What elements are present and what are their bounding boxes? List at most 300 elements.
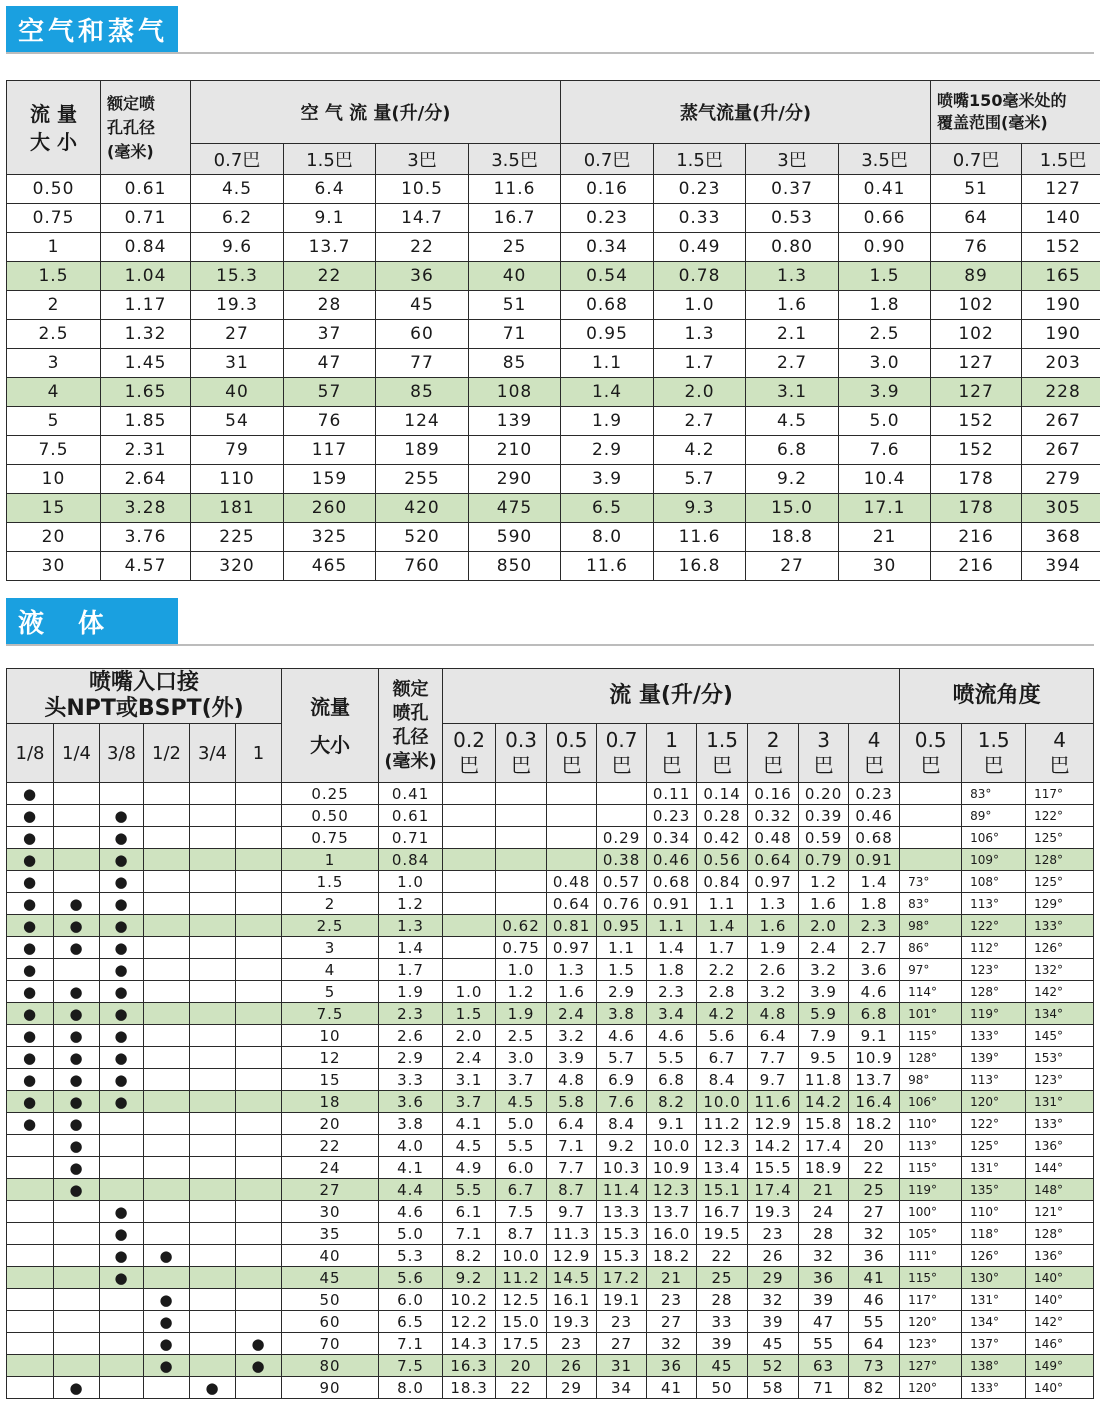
angle-cell: 122° <box>962 1113 1026 1135</box>
flow-cell: 1.8 <box>849 893 900 915</box>
flow-cell: 0.62 <box>496 915 547 937</box>
angle-cell: 125° <box>1026 827 1094 849</box>
table-cell: 3.28 <box>101 494 191 523</box>
table-cell: 20 <box>7 523 101 552</box>
flow-cell: 3.2 <box>799 959 849 981</box>
orifice-cell: 2.6 <box>379 1025 443 1047</box>
angle-cell: 115° <box>900 1267 962 1289</box>
orifice-cell: 3.3 <box>379 1069 443 1091</box>
table-cell: 190 <box>1022 291 1100 320</box>
flow-pressure-header: 0.3 巴 <box>496 724 547 783</box>
angle-cell: 128° <box>1026 1223 1094 1245</box>
connection-dot: ● <box>144 1245 190 1267</box>
flow-cell: 11.2 <box>697 1113 748 1135</box>
table-cell: 79 <box>191 436 284 465</box>
table-cell: 0.41 <box>839 175 931 204</box>
angle-cell: 110° <box>962 1201 1026 1223</box>
angle-cell: 131° <box>1026 1091 1094 1113</box>
connection-cell <box>190 1245 236 1267</box>
inlet-size-header: 1/4 <box>54 724 100 783</box>
flow-cell <box>443 871 496 893</box>
table-cell: 1.7 <box>654 349 746 378</box>
section-title-air-steam: 空气和蒸气 <box>6 6 178 52</box>
angle-cell: 106° <box>962 827 1026 849</box>
orifice-cell: 2.3 <box>379 1003 443 1025</box>
table-cell: 0.33 <box>654 204 746 233</box>
table-cell: 0.95 <box>561 320 654 349</box>
flow-cell: 0.97 <box>547 937 597 959</box>
table-cell: 127 <box>1022 175 1100 204</box>
flow-cell: 3.2 <box>748 981 799 1003</box>
flow-cell: 5.8 <box>547 1091 597 1113</box>
table-cell: 0.23 <box>561 204 654 233</box>
table-cell: 152 <box>931 436 1022 465</box>
table-cell: 159 <box>284 465 376 494</box>
angle-cell: 128° <box>962 981 1026 1003</box>
air-steam-table <box>6 80 1100 581</box>
connection-cell <box>190 1179 236 1201</box>
flow-size-cell: 5 <box>282 981 379 1003</box>
table-row <box>7 981 1094 1003</box>
table-row <box>7 1201 1094 1223</box>
flow-cell: 18.9 <box>799 1157 849 1179</box>
table-cell: 0.66 <box>839 204 931 233</box>
table-cell: 0.78 <box>654 262 746 291</box>
flow-cell: 41 <box>647 1377 697 1399</box>
inlet-size-header: 1 <box>236 724 282 783</box>
connection-cell <box>144 849 190 871</box>
flow-cell: 32 <box>647 1333 697 1355</box>
connection-cell <box>54 805 100 827</box>
connection-cell <box>7 1333 54 1355</box>
connection-dot: ● <box>54 1003 100 1025</box>
flow-cell: 3.1 <box>443 1069 496 1091</box>
table-cell: 1.0 <box>654 291 746 320</box>
connection-cell <box>100 1179 144 1201</box>
table-cell: 1.3 <box>746 262 839 291</box>
table-cell: 2.7 <box>746 349 839 378</box>
flow-cell: 0.68 <box>849 827 900 849</box>
connection-cell <box>100 1333 144 1355</box>
angle-cell: 144° <box>1026 1157 1094 1179</box>
table-cell: 30 <box>839 552 931 581</box>
flow-size-cell: 3 <box>282 937 379 959</box>
steam-pressure-header: 3.5巴 <box>839 144 931 175</box>
air-pressure-header: 1.5巴 <box>284 144 376 175</box>
flow-cell: 1.1 <box>697 893 748 915</box>
angle-cell: 118° <box>962 1223 1026 1245</box>
flow-cell: 0.64 <box>547 893 597 915</box>
flow-cell: 12.3 <box>697 1135 748 1157</box>
connection-dot: ● <box>7 1025 54 1047</box>
connection-cell <box>190 1047 236 1069</box>
connection-cell <box>190 1025 236 1047</box>
flow-cell: 17.4 <box>799 1135 849 1157</box>
connection-dot: ● <box>54 1377 100 1399</box>
angle-cell: 140° <box>1026 1289 1094 1311</box>
flow-cell: 18.2 <box>849 1113 900 1135</box>
table-cell: 0.49 <box>654 233 746 262</box>
flow-cell: 14.5 <box>547 1267 597 1289</box>
table-cell: 0.68 <box>561 291 654 320</box>
table-cell: 102 <box>931 291 1022 320</box>
connection-cell <box>144 783 190 805</box>
connection-cell <box>54 1311 100 1333</box>
table-cell: 279 <box>1022 465 1100 494</box>
flow-cell: 1.0 <box>443 981 496 1003</box>
angle-cell: 139° <box>962 1047 1026 1069</box>
connection-dot: ● <box>7 827 54 849</box>
connection-cell <box>144 1135 190 1157</box>
orifice-cell: 5.0 <box>379 1223 443 1245</box>
steam-pressure-header: 1.5巴 <box>654 144 746 175</box>
connection-cell <box>190 1069 236 1091</box>
table-row <box>7 1267 1094 1289</box>
table-cell: 10.5 <box>376 175 469 204</box>
angle-cell: 142° <box>1026 1311 1094 1333</box>
flow-size-cell: 24 <box>282 1157 379 1179</box>
table-cell: 1.9 <box>561 407 654 436</box>
table-cell: 4 <box>7 378 101 407</box>
flow-cell <box>443 783 496 805</box>
table-cell: 152 <box>1022 233 1100 262</box>
connection-dot: ● <box>100 981 144 1003</box>
connection-cell <box>144 1047 190 1069</box>
flow-cell: 22 <box>496 1377 547 1399</box>
flow-cell: 12.9 <box>748 1113 799 1135</box>
table-cell: 2.1 <box>746 320 839 349</box>
connection-cell <box>236 1201 282 1223</box>
connection-cell <box>144 1179 190 1201</box>
flow-cell: 25 <box>849 1179 900 1201</box>
table-cell: 0.80 <box>746 233 839 262</box>
flow-cell: 11.8 <box>799 1069 849 1091</box>
orifice-cell: 4.1 <box>379 1157 443 1179</box>
flow-cell: 73 <box>849 1355 900 1377</box>
table-cell: 6.2 <box>191 204 284 233</box>
table-cell: 1.5 <box>7 262 101 291</box>
connection-cell <box>236 1311 282 1333</box>
flow-cell: 29 <box>748 1267 799 1289</box>
angle-cell: 131° <box>962 1289 1026 1311</box>
angle-cell: 112° <box>962 937 1026 959</box>
connection-dot: ● <box>7 981 54 1003</box>
flow-cell: 0.29 <box>597 827 647 849</box>
table-cell: 71 <box>469 320 561 349</box>
table-cell: 0.34 <box>561 233 654 262</box>
table-row <box>7 1003 1094 1025</box>
flow-pressure-header: 4 巴 <box>849 724 900 783</box>
connection-dot: ● <box>7 1091 54 1113</box>
flow-cell: 1.1 <box>597 937 647 959</box>
flow-cell: 55 <box>799 1333 849 1355</box>
steam-pressure-header: 0.7巴 <box>561 144 654 175</box>
flow-pressure-header: 2 巴 <box>748 724 799 783</box>
flow-cell <box>496 871 547 893</box>
connection-cell <box>100 783 144 805</box>
flow-cell: 11.6 <box>748 1091 799 1113</box>
liquid-table <box>6 668 1094 1399</box>
orifice-cell: 4.4 <box>379 1179 443 1201</box>
flow-cell: 20 <box>849 1135 900 1157</box>
table-row <box>7 1245 1094 1267</box>
table-cell: 22 <box>284 262 376 291</box>
connection-dot: ● <box>54 1069 100 1091</box>
flow-cell: 4.1 <box>443 1113 496 1135</box>
table-cell: 3.0 <box>839 349 931 378</box>
table-row <box>7 1135 1094 1157</box>
flow-cell: 6.8 <box>647 1069 697 1091</box>
flow-cell: 41 <box>849 1267 900 1289</box>
angle-cell: 137° <box>962 1333 1026 1355</box>
connection-cell <box>190 1333 236 1355</box>
flow-cell: 13.7 <box>647 1201 697 1223</box>
table-cell: 76 <box>931 233 1022 262</box>
connection-cell <box>190 827 236 849</box>
table-cell: 9.6 <box>191 233 284 262</box>
table-cell: 13.7 <box>284 233 376 262</box>
table-cell: 465 <box>284 552 376 581</box>
table-cell: 152 <box>931 407 1022 436</box>
orifice-cell: 1.9 <box>379 981 443 1003</box>
flow-cell: 11.2 <box>496 1267 547 1289</box>
flow-cell <box>496 849 547 871</box>
angle-cell: 140° <box>1026 1377 1094 1399</box>
connection-cell <box>236 1069 282 1091</box>
connection-cell <box>144 1223 190 1245</box>
table-cell: 77 <box>376 349 469 378</box>
flow-cell: 19.5 <box>697 1223 748 1245</box>
flow-cell: 0.79 <box>799 849 849 871</box>
flow-cell: 3.2 <box>547 1025 597 1047</box>
connection-cell <box>236 1289 282 1311</box>
connection-cell <box>144 1113 190 1135</box>
flow-size-cell: 18 <box>282 1091 379 1113</box>
angle-pressure-header: 4 巴 <box>1026 724 1094 783</box>
flow-cell <box>443 849 496 871</box>
connection-dot: ● <box>7 1069 54 1091</box>
connection-dot: ● <box>144 1289 190 1311</box>
header-inlet: 喷嘴入口接 头NPT或BSPT(外) <box>7 669 282 724</box>
flow-cell: 8.7 <box>496 1223 547 1245</box>
connection-cell <box>7 1267 54 1289</box>
air-pressure-header: 0.7巴 <box>191 144 284 175</box>
connection-dot: ● <box>7 783 54 805</box>
flow-cell <box>547 827 597 849</box>
inlet-size-header: 1/2 <box>144 724 190 783</box>
table-row <box>7 1355 1094 1377</box>
flow-cell: 1.6 <box>748 915 799 937</box>
table-cell: 290 <box>469 465 561 494</box>
flow-cell: 16.1 <box>547 1289 597 1311</box>
connection-cell <box>144 1267 190 1289</box>
connection-cell <box>236 1245 282 1267</box>
table-cell: 210 <box>469 436 561 465</box>
connection-cell <box>54 959 100 981</box>
angle-cell: 125° <box>1026 871 1094 893</box>
connection-cell <box>190 1355 236 1377</box>
angle-pressure-header: 0.5 巴 <box>900 724 962 783</box>
table-cell: 76 <box>284 407 376 436</box>
flow-cell: 13.7 <box>849 1069 900 1091</box>
connection-cell <box>54 1223 100 1245</box>
table-cell: 27 <box>746 552 839 581</box>
table-cell: 51 <box>931 175 1022 204</box>
table-row <box>7 871 1094 893</box>
flow-cell: 22 <box>697 1245 748 1267</box>
connection-cell <box>236 1267 282 1289</box>
orifice-cell: 1.7 <box>379 959 443 981</box>
flow-cell <box>547 805 597 827</box>
table-cell: 190 <box>1022 320 1100 349</box>
connection-cell <box>54 1245 100 1267</box>
flow-cell: 1.9 <box>748 937 799 959</box>
connection-cell <box>144 1003 190 1025</box>
table-row <box>7 262 1100 291</box>
connection-cell <box>236 1179 282 1201</box>
orifice-cell: 0.41 <box>379 783 443 805</box>
connection-dot: ● <box>54 1047 100 1069</box>
orifice-cell: 3.8 <box>379 1113 443 1135</box>
flow-cell: 0.20 <box>799 783 849 805</box>
angle-cell: 121° <box>1026 1201 1094 1223</box>
angle-cell: 146° <box>1026 1333 1094 1355</box>
table-cell: 18.8 <box>746 523 839 552</box>
table-cell: 6.8 <box>746 436 839 465</box>
flow-cell: 2.3 <box>849 915 900 937</box>
connection-cell <box>190 1003 236 1025</box>
table-cell: 267 <box>1022 407 1100 436</box>
table-row <box>7 937 1094 959</box>
connection-dot: ● <box>100 1091 144 1113</box>
flow-cell: 23 <box>597 1311 647 1333</box>
connection-dot: ● <box>100 1223 144 1245</box>
table-cell: 2.5 <box>839 320 931 349</box>
flow-size-cell: 12 <box>282 1047 379 1069</box>
header-flow-size: 流量 大小 <box>282 669 379 783</box>
table-cell: 203 <box>1022 349 1100 378</box>
table-cell: 127 <box>931 349 1022 378</box>
flow-cell: 19.3 <box>547 1311 597 1333</box>
connection-dot: ● <box>100 1245 144 1267</box>
connection-cell <box>7 1311 54 1333</box>
table-cell: 28 <box>284 291 376 320</box>
angle-cell: 120° <box>900 1377 962 1399</box>
flow-cell: 0.59 <box>799 827 849 849</box>
flow-cell <box>443 915 496 937</box>
flow-cell: 0.23 <box>647 805 697 827</box>
table-cell: 85 <box>469 349 561 378</box>
flow-cell: 5.9 <box>799 1003 849 1025</box>
orifice-cell: 7.1 <box>379 1333 443 1355</box>
angle-cell: 98° <box>900 915 962 937</box>
table-row <box>7 1069 1094 1091</box>
flow-cell: 0.11 <box>647 783 697 805</box>
connection-cell <box>236 1135 282 1157</box>
table-cell: 51 <box>469 291 561 320</box>
connection-cell <box>7 1377 54 1399</box>
orifice-cell: 0.61 <box>379 805 443 827</box>
orifice-cell: 6.5 <box>379 1311 443 1333</box>
connection-cell <box>190 1223 236 1245</box>
flow-cell <box>496 827 547 849</box>
angle-cell: 142° <box>1026 981 1094 1003</box>
table-row <box>7 1157 1094 1179</box>
table-cell: 139 <box>469 407 561 436</box>
connection-cell <box>236 937 282 959</box>
flow-cell: 2.0 <box>443 1025 496 1047</box>
angle-cell: 140° <box>1026 1267 1094 1289</box>
flow-cell: 26 <box>748 1245 799 1267</box>
flow-cell: 0.14 <box>697 783 748 805</box>
flow-cell: 1.5 <box>443 1003 496 1025</box>
angle-cell: 123° <box>900 1333 962 1355</box>
flow-cell: 12.5 <box>496 1289 547 1311</box>
angle-cell: 132° <box>1026 959 1094 981</box>
connection-cell <box>236 783 282 805</box>
orifice-cell: 5.3 <box>379 1245 443 1267</box>
flow-cell: 2.4 <box>547 1003 597 1025</box>
table-cell: 15.3 <box>191 262 284 291</box>
connection-cell <box>190 1311 236 1333</box>
connection-cell <box>236 1377 282 1399</box>
table-cell: 260 <box>284 494 376 523</box>
header-flow-size: 流 量 大 小 <box>7 81 101 175</box>
connection-dot: ● <box>7 805 54 827</box>
connection-cell <box>144 1377 190 1399</box>
flow-cell: 2.4 <box>799 937 849 959</box>
connection-cell <box>236 1113 282 1135</box>
table-cell: 17.1 <box>839 494 931 523</box>
flow-cell: 36 <box>799 1267 849 1289</box>
table-cell: 0.23 <box>654 175 746 204</box>
header-orifice: 额定 喷孔 孔径 (毫米) <box>379 669 443 783</box>
flow-cell: 6.8 <box>849 1003 900 1025</box>
flow-cell: 0.28 <box>697 805 748 827</box>
flow-cell: 17.2 <box>597 1267 647 1289</box>
flow-cell: 3.7 <box>443 1091 496 1113</box>
angle-cell: 115° <box>900 1025 962 1047</box>
flow-cell: 17.5 <box>496 1333 547 1355</box>
connection-cell <box>236 1157 282 1179</box>
table-cell: 31 <box>191 349 284 378</box>
table-cell: 228 <box>1022 378 1100 407</box>
connection-cell <box>190 1135 236 1157</box>
connection-dot: ● <box>144 1355 190 1377</box>
flow-cell: 2.7 <box>849 937 900 959</box>
connection-cell <box>7 1355 54 1377</box>
flow-pressure-header: 1.5 巴 <box>697 724 748 783</box>
table-cell: 225 <box>191 523 284 552</box>
connection-dot: ● <box>100 1047 144 1069</box>
table-cell: 25 <box>469 233 561 262</box>
table-cell: 0.54 <box>561 262 654 291</box>
flow-pressure-header: 1 巴 <box>647 724 697 783</box>
table-cell: 760 <box>376 552 469 581</box>
flow-cell: 0.42 <box>697 827 748 849</box>
angle-cell: 119° <box>900 1179 962 1201</box>
table-cell: 4.5 <box>746 407 839 436</box>
table-cell: 8.0 <box>561 523 654 552</box>
flow-cell: 7.7 <box>547 1157 597 1179</box>
table-row <box>7 204 1100 233</box>
table-row <box>7 783 1094 805</box>
flow-size-cell: 0.75 <box>282 827 379 849</box>
header-coverage: 喷嘴150毫米处的 覆盖范围(毫米) <box>931 81 1100 144</box>
connection-cell <box>54 1355 100 1377</box>
angle-cell: 128° <box>900 1047 962 1069</box>
angle-cell: 73° <box>900 871 962 893</box>
